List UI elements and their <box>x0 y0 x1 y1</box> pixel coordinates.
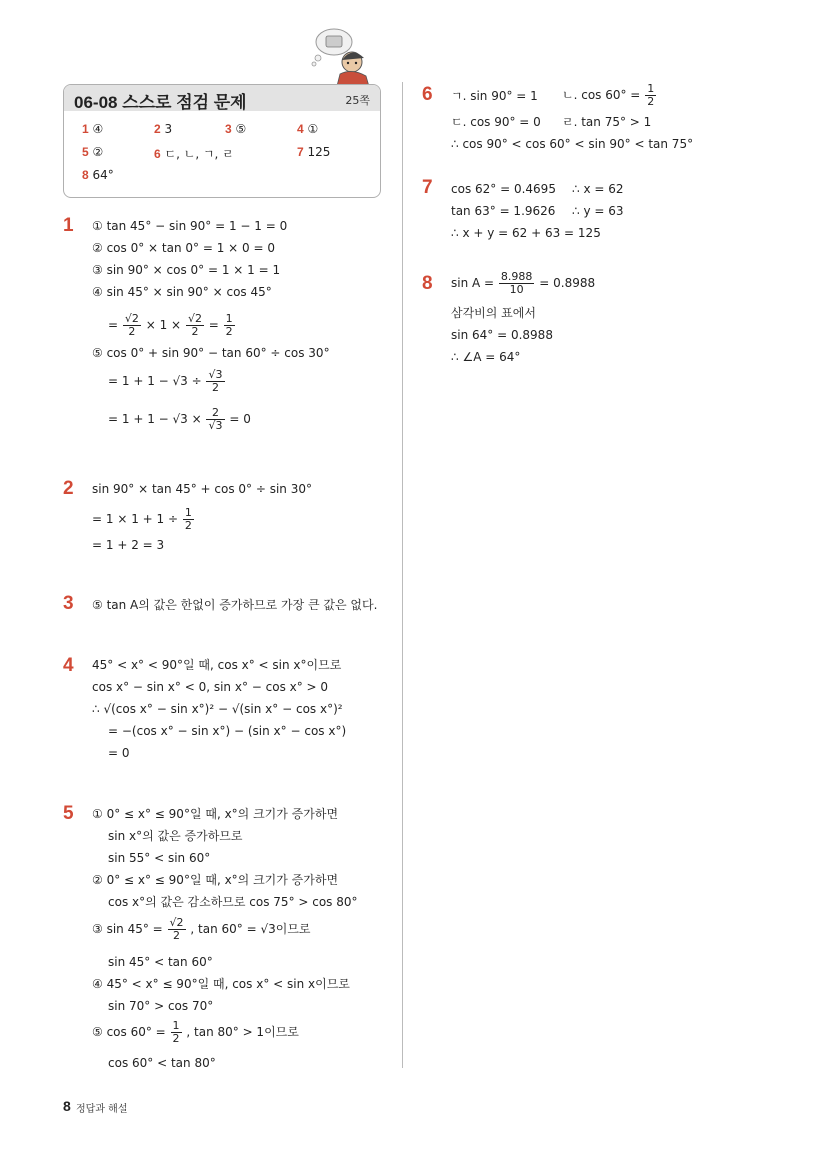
solution-line: ㄴ. cos 60° = $\frac{1}{2}$ <box>562 82 655 108</box>
solution-line: ⑤ cos 0° + sin 90° − tan 60° ÷ cos 30° <box>92 346 330 360</box>
problem-number: 3 <box>63 593 74 614</box>
solution-line: = 1 + 1 − √3 × $\frac{2}{√3}$ = 0 <box>108 406 251 432</box>
solution-line: sin 90° × tan 45° + cos 0° ÷ sin 30° <box>92 482 312 496</box>
problem-number: 4 <box>63 655 74 676</box>
answer-item: 7 125 <box>297 145 331 159</box>
solution-line: = 1 × 1 + 1 ÷ $\frac{1}{2}$ <box>92 506 192 532</box>
solution-line: sin x°의 값은 증가하므로 <box>108 829 243 843</box>
solution-line: ∴ cos 90° < cos 60° < sin 90° < tan 75° <box>451 137 694 151</box>
solution-line: cos 60° < tan 80° <box>108 1056 216 1070</box>
answer-item: 5 ② <box>82 145 104 159</box>
solution-line: = $\frac{√2}{2}$ × 1 × $\frac{√2}{2}$ = $\frac{1}{2}$ <box>108 312 233 338</box>
solution-line: ① tan 45° − sin 90° = 1 − 1 = 0 <box>92 219 288 233</box>
solution-line: sin 45° < tan 60° <box>108 955 213 969</box>
solution-line: 45° < x° < 90°일 때, cos x° < sin x°이므로 <box>92 658 342 672</box>
solution-line: ② 0° ≤ x° ≤ 90°일 때, x°의 크기가 증가하면 <box>92 873 339 887</box>
problem-number: 5 <box>63 803 74 824</box>
solution-line: = −(cos x° − sin x°) − (sin x° − cos x°) <box>108 724 347 738</box>
mascot-illustration <box>304 22 384 92</box>
problem-number: 1 <box>63 215 74 236</box>
solution-line: ∴ x + y = 62 + 63 = 125 <box>451 226 601 240</box>
answer-item: 4 ① <box>297 122 319 136</box>
solution-line: sin 55° < sin 60° <box>108 851 211 865</box>
solution-line: cos 62° = 0.4695 <box>451 182 556 196</box>
solution-line: ① 0° ≤ x° ≤ 90°일 때, x°의 크기가 증가하면 <box>92 807 339 821</box>
solution-line: 삼각비의 표에서 <box>451 306 536 320</box>
answer-item: 1 ④ <box>82 122 104 136</box>
column-divider <box>402 82 403 1068</box>
solution-line: = 0 <box>108 746 130 760</box>
solution-line: ④ 45° < x° ≤ 90°일 때, cos x° < sin x이므로 <box>92 977 350 991</box>
solution-line: = 1 + 2 = 3 <box>92 538 165 552</box>
solution-line: cos x° − sin x° < 0, sin x° − cos x° > 0 <box>92 680 329 694</box>
solution-line: ⑤ cos 60° = $\frac{1}{2}$ , tan 80° > 1이므로 <box>92 1019 299 1045</box>
solution-line: ㄱ. sin 90° = 1 <box>451 89 538 103</box>
page-reference: 25쪽 <box>345 94 370 107</box>
solution-line: ㄹ. tan 75° > 1 <box>562 115 652 129</box>
solution-line: ② cos 0° × tan 0° = 1 × 0 = 0 <box>92 241 275 255</box>
solution-line: ③ sin 90° × cos 0° = 1 × 1 = 1 <box>92 263 281 277</box>
solution-line: ③ sin 45° = $\frac{√2}{2}$ , tan 60° = √3이므로 <box>92 916 311 942</box>
section-title: 06-08 스스로 점검 문제 <box>74 93 247 112</box>
answer-item: 8 64° <box>82 168 114 182</box>
solution-line: ∴ ∠A = 64° <box>451 350 521 364</box>
solution-line: ∴ √(cos x° − sin x°)² − √(sin x° − cos x°)² <box>92 702 343 716</box>
solution-line: sin 64° = 0.8988 <box>451 328 553 342</box>
problem-number: 8 <box>422 273 433 294</box>
solution-line: cos x°의 값은 감소하므로 cos 75° > cos 80° <box>108 895 358 909</box>
solution-line: sin 70° > cos 70° <box>108 999 214 1013</box>
problem-number: 6 <box>422 84 433 105</box>
solution-line: ㄷ. cos 90° = 0 <box>451 115 541 129</box>
solution-line: ⑤ tan A의 값은 한없이 증가하므로 가장 큰 값은 없다. <box>92 598 378 612</box>
solution-line: ∴ x = 62 <box>572 182 624 196</box>
solution-line: ④ sin 45° × sin 90° × cos 45° <box>92 285 272 299</box>
solution-line: = 1 + 1 − √3 ÷ $\frac{√3}{2}$ <box>108 368 223 394</box>
answer-summary-box <box>63 84 381 198</box>
problem-number: 7 <box>422 177 433 198</box>
solution-line: sin A = $\frac{8.988}{10}$ = 0.8988 <box>451 270 596 296</box>
answer-item: 2 3 <box>154 122 173 136</box>
solution-line: tan 63° = 1.9626 <box>451 204 556 218</box>
footer-label: 정답과 해설 <box>76 1104 128 1115</box>
answer-item: 6 ㄷ, ㄴ, ㄱ, ㄹ <box>154 147 234 161</box>
answer-item: 3 ⑤ <box>225 122 247 136</box>
page-number: 8 <box>63 1098 71 1114</box>
problem-number: 2 <box>63 478 74 499</box>
solution-line: ∴ y = 63 <box>572 204 624 218</box>
